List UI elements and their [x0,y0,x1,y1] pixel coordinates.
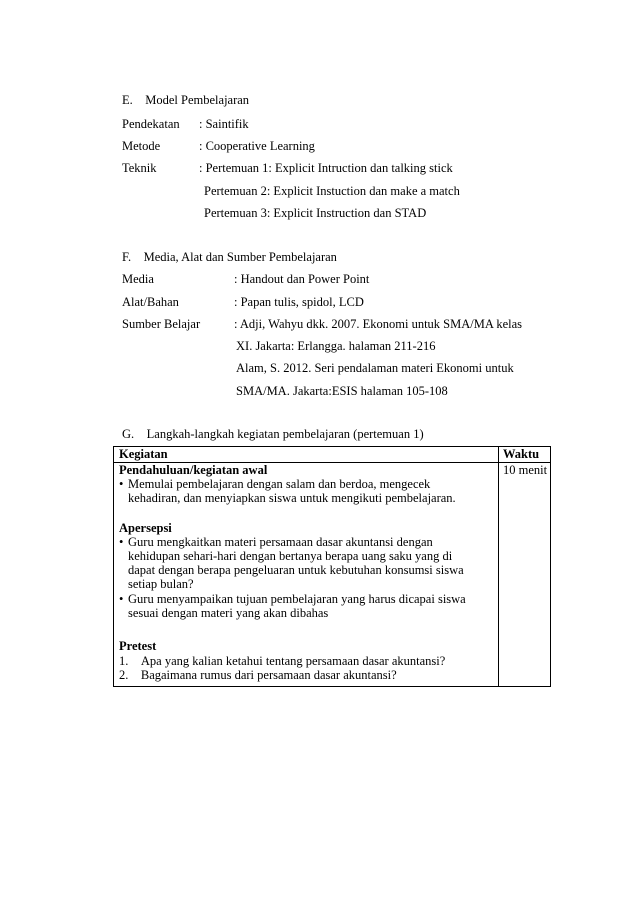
section-e-heading: E. Model Pembelajaran [122,93,250,107]
table-header-row [114,447,550,463]
apersepsi-bullet-1-line-2: kehidupan sehari-hari dengan bertanya berapa uang saku yang di [128,549,453,563]
apersepsi-bullet-2-line-1: Guru menyampaikan tujuan pembelajaran yang harus dicapai siswa [128,592,466,606]
sumber-belajar-value: : Adji, Wahyu dkk. 2007. Ekonomi untuk SMA/MA kelas [234,317,523,331]
pendahuluan-title: Pendahuluan/kegiatan awal [119,463,268,477]
media-value: : Handout dan Power Point [234,272,370,286]
section-f-heading: F. Media, Alat dan Sumber Pembelajaran [122,250,337,264]
teknik-value: : Pertemuan 1: Explicit Intruction dan talking stick [199,161,453,175]
apersepsi-bullet-1-line-4: setiap bulan? [128,577,194,591]
bullet-icon: • [119,535,124,549]
column-header-waktu: Waktu [503,447,540,461]
pendahuluan-bullet-line-2: kehadiran, dan menyiapkan siswa untuk mengikuti pembelajaran. [128,491,456,505]
pretest-title: Pretest [119,639,157,653]
pretest-question-1: 1. Apa yang kalian ketahui tentang persamaan dasar akuntansi? [119,654,446,668]
sumber-line-2: XI. Jakarta: Erlangga. halaman 211-216 [236,339,436,353]
sumber-belajar-label: Sumber Belajar [122,317,201,331]
sumber-line-4: SMA/MA. Jakarta:ESIS halaman 105-108 [236,384,448,398]
column-header-kegiatan: Kegiatan [119,447,168,461]
apersepsi-bullet-1-line-3: dapat dengan berapa pengeluaran untuk kebutuhan konsumsi siswa [128,563,464,577]
waktu-value: 10 menit [503,463,548,477]
kegiatan-table [113,446,551,687]
pendahuluan-bullet-line-1: Memulai pembelajaran dengan salam dan berdoa, mengecek [128,477,431,491]
teknik-pertemuan-2: Pertemuan 2: Explicit Instuction dan make a match [204,184,460,198]
alat-bahan-label: Alat/Bahan [122,295,179,309]
bullet-icon: • [119,592,124,606]
metode-label: Metode [122,139,161,153]
section-g-heading: G. Langkah-langkah kegiatan pembelajaran (pertemuan 1) [122,427,424,441]
apersepsi-bullet-2-line-2: sesuai dengan materi yang akan dibahas [128,606,329,620]
alat-bahan-value: : Papan tulis, spidol, LCD [234,295,364,309]
sumber-line-3: Alam, S. 2012. Seri pendalaman materi Ekonomi untuk [236,361,514,375]
apersepsi-bullet-1-line-1: Guru mengkaitkan materi persamaan dasar akuntansi dengan [128,535,433,549]
metode-value: : Cooperative Learning [199,139,315,153]
table-column-divider [498,447,499,686]
pendekatan-label: Pendekatan [122,117,180,131]
teknik-pertemuan-3: Pertemuan 3: Explicit Instruction dan STAD [204,206,427,220]
media-label: Media [122,272,154,286]
teknik-label: Teknik [122,161,157,175]
pretest-question-2: 2. Bagaimana rumus dari persamaan dasar akuntansi? [119,668,397,682]
bullet-icon: • [119,477,124,491]
apersepsi-title: Apersepsi [119,521,172,535]
pendekatan-value: : Saintifik [199,117,249,131]
